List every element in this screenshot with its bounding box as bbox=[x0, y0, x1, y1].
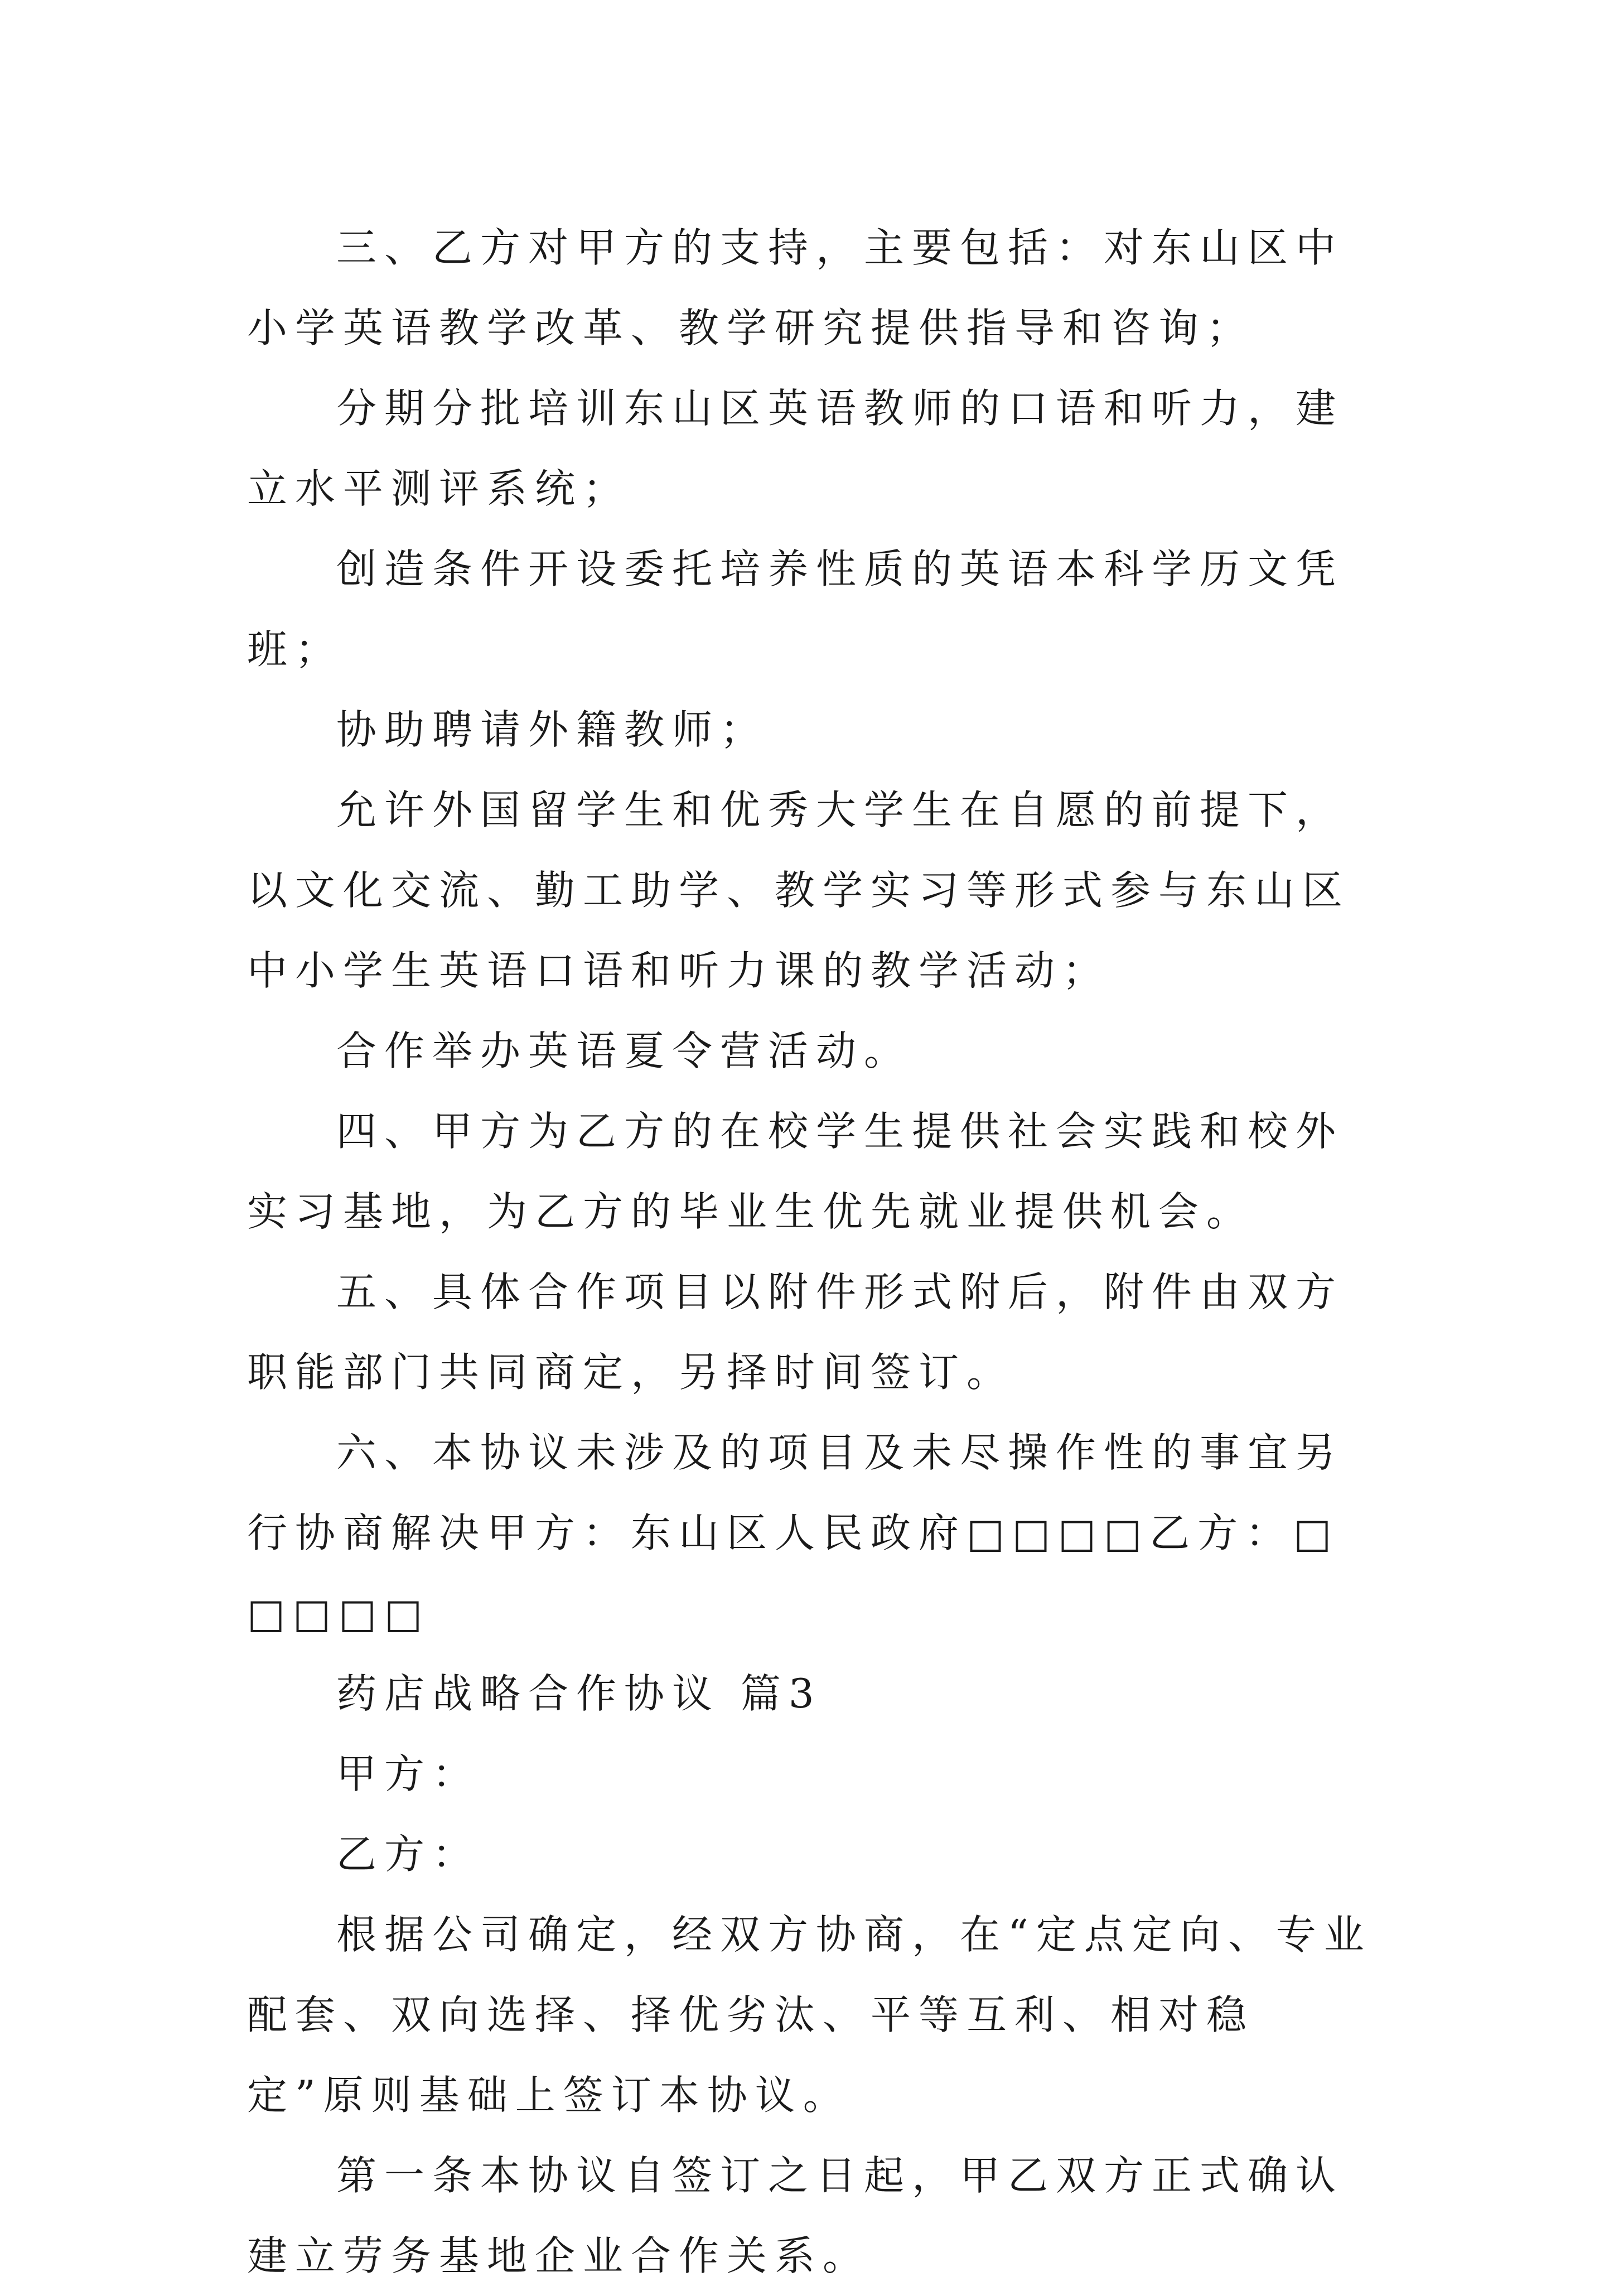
paragraph-article-one: 第一条本协议自签订之日起，甲乙双方正式确认建立劳务基地企业合作关系。 bbox=[247, 2152, 1344, 2279]
paragraph-student-participation: 允许外国留学生和优秀大学生在自愿的前提下，以文化交流、勤工助学、教学实习等形式参与东山区中小学生英语口语和听力课的教学活动； bbox=[247, 787, 1351, 994]
paragraph-summer-camp: 合作举办英语夏令营活动。 bbox=[336, 1028, 912, 1074]
paragraph-support-clause: 三、乙方对甲方的支持，主要包括：对东山区中小学英语教学改革、教学研究提供指导和咨询； bbox=[247, 224, 1344, 351]
paragraph-preamble: 根据公司确定，经双方协商，在“定点定向、专业配套、双向选择、择优劣汰、平等互利、相对稳定”原则基础上签订本协议。 bbox=[247, 1911, 1372, 2119]
document-body bbox=[247, 208, 1374, 2296]
section-heading: 药店战略合作协议 篇3 bbox=[336, 1670, 822, 1717]
paragraph-degree-class: 创造条件开设委托培养性质的英语本科学历文凭班； bbox=[247, 546, 1344, 673]
paragraph-project-attachment: 五、具体合作项目以附件形式附后，附件由双方职能部门共同商定，另择时间签订。 bbox=[247, 1268, 1344, 1396]
party-a-line: 甲方： bbox=[336, 1750, 481, 1797]
paragraph-unresolved-matters: 六、本协议未涉及的项目及未尽操作性的事宜另行协商解决甲方：东山区人民政府□□□□乙方：□□□□□ bbox=[247, 1429, 1344, 1637]
paragraph-internship-clause: 四、甲方为乙方的在校学生提供社会实践和校外实习基地，为乙方的毕业生优先就业提供机会。 bbox=[247, 1108, 1344, 1235]
paragraph-foreign-teachers: 协助聘请外籍教师； bbox=[336, 706, 769, 753]
party-b-line: 乙方： bbox=[336, 1831, 481, 1878]
paragraph-teacher-training: 分期分批培训东山区英语教师的口语和听力，建立水平测评系统； bbox=[247, 385, 1344, 512]
